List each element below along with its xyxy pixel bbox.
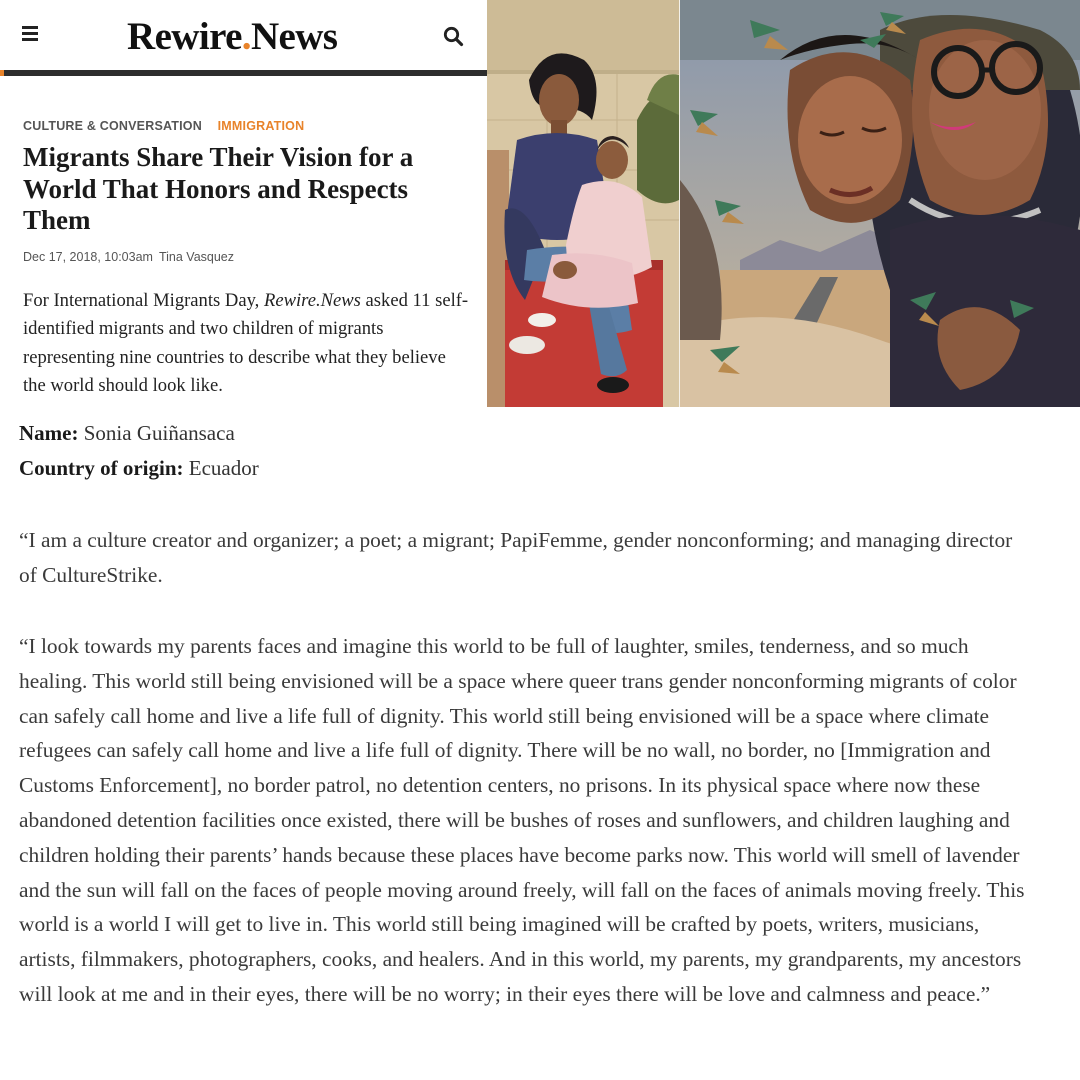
- site-header: [0, 0, 487, 77]
- profile-country-field: [19, 456, 259, 481]
- name-value: Sonia Guiñansaca: [78, 421, 235, 445]
- logo-suffix: News: [250, 15, 338, 58]
- category-tags: [23, 119, 304, 133]
- vintage-family-photo: [487, 0, 679, 407]
- logo-name: Rewire: [127, 15, 242, 58]
- country-value: Ecuador: [183, 456, 259, 480]
- site-logo[interactable]: [127, 14, 337, 59]
- body-paragraph-vision: “I look towards my parents faces and imagine this world to be full of laughter, smiles, tenderness, and so much healing. This world still being envisioned will be a space where queer trans gender nonconforming migrants of color can safely call home and live a life full of dignity. This world still being envisioned will be a space where climate refugees can safely call home and live a life full of dignity. There will be no wall, no border, no [Immigration and Customs Enforcement], no border patrol, no detention centers, no prisons. In its physical space where now these abandoned detention facilities once existed, there will be bushes of roses and sunflowers, and children laughing and children holding their parents’ hands because these places have become parks now. This world will smell of lavender and the sun will fall on the faces of people moving around freely, will fall on the faces of animals moving freely. This world is a world I will get to live in. This world still being imagined will be crafted by poets, writers, musicians, artists, filmmakers, photographers, cooks, and healers. And in this world, my parents, my grandparents, my ancestors will look at me and in their eyes, there will be no worry; in their eyes there will be love and calmness and peace.”: [19, 634, 1025, 1006]
- profile-name-field: [19, 421, 235, 446]
- header-divider: [0, 70, 487, 76]
- article-dek: [23, 287, 473, 400]
- dek-text-start: For International Migrants Day,: [23, 290, 264, 311]
- article-date: Dec 17, 2018, 10:03am: [23, 250, 153, 264]
- body-paragraph-intro: “I am a culture creator and organizer; a poet; a migrant; PapiFemme, gender nonconforming; and managing director of CultureStrike.: [19, 528, 1013, 587]
- dek-text-end: asked 11 self-identified migrants and two children of migrants representing nine countries to describe what they believe the world should look like.: [23, 290, 469, 396]
- logo-dot: .: [241, 15, 251, 58]
- hamburger-menu-icon[interactable]: [20, 26, 42, 46]
- header-accent-mark: [0, 70, 4, 76]
- search-icon[interactable]: [441, 24, 467, 50]
- country-label: Country of origin:: [19, 456, 184, 480]
- article-title: Migrants Share Their Vision for a World That Honors and Respects Them: [23, 142, 414, 235]
- author-link[interactable]: Tina Vasquez: [158, 250, 234, 264]
- dek-publication-name: Rewire.News: [263, 290, 361, 311]
- article-byline: [23, 250, 234, 264]
- hummingbird-collage-photo: [680, 0, 1080, 407]
- category-immigration-link[interactable]: IMMIGRATION: [217, 119, 305, 133]
- category-culture-link[interactable]: CULTURE & CONVERSATION: [23, 119, 202, 133]
- name-label: Name:: [19, 421, 79, 445]
